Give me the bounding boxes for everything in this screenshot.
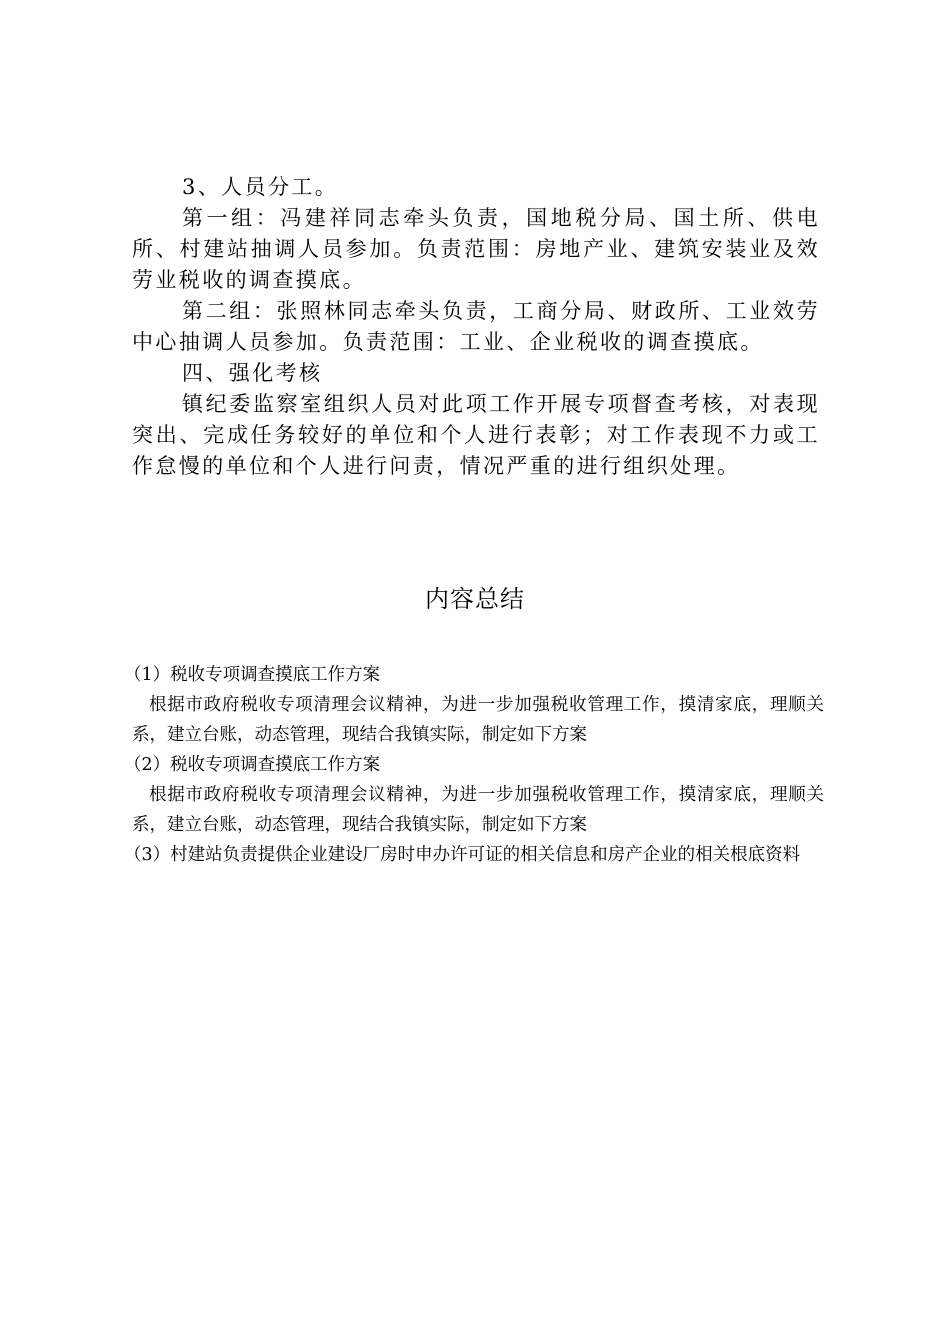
summary-item-content: 根据市政府税收专项清理会议精神，为进一步加强税收管理工作，摸清家底，理顺关系，建立台账，动态管理，现结合我镇实际，制定如下方案 [132, 695, 824, 745]
summary-title: 内容总结 [425, 585, 525, 613]
paragraph-assessment: 镇纪委监察室组织人员对此项工作开展专项督查考核，对表现突出、完成任务较好的单位和个人进行表彰；对工作表现不力或工作怠慢的单位和个人进行问责，情况严重的进行组织处理。 [132, 392, 820, 478]
section-heading-staff-division: 3、人员分工。 [182, 175, 339, 199]
paragraph-group-one: 第一组：冯建祥同志牵头负责，国地税分局、国土所、供电所、村建站抽调人员参加。负责范围：房地产业、建筑安装业及效劳业税收的调查摸底。 [132, 206, 820, 292]
document-body [132, 172, 820, 482]
section-heading-assessment: 四、强化考核 [182, 361, 323, 385]
summary-section [124, 660, 824, 870]
summary-item-heading: （3）村建站负责提供企业建设厂房时申办许可证的相关信息和房产企业的相关根底资料 [124, 845, 801, 865]
summary-item-heading: （2）税收专项调查摸底工作方案 [124, 755, 381, 775]
paragraph-group-two: 第二组：张照林同志牵头负责，工商分局、财政所、工业效劳中心抽调人员参加。负责范围：工业、企业税收的调查摸底。 [132, 299, 820, 354]
summary-item-heading: （1）税收专项调查摸底工作方案 [124, 665, 381, 685]
summary-item-content: 根据市政府税收专项清理会议精神，为进一步加强税收管理工作，摸清家底，理顺关系，建立台账，动态管理，现结合我镇实际，制定如下方案 [132, 785, 824, 835]
